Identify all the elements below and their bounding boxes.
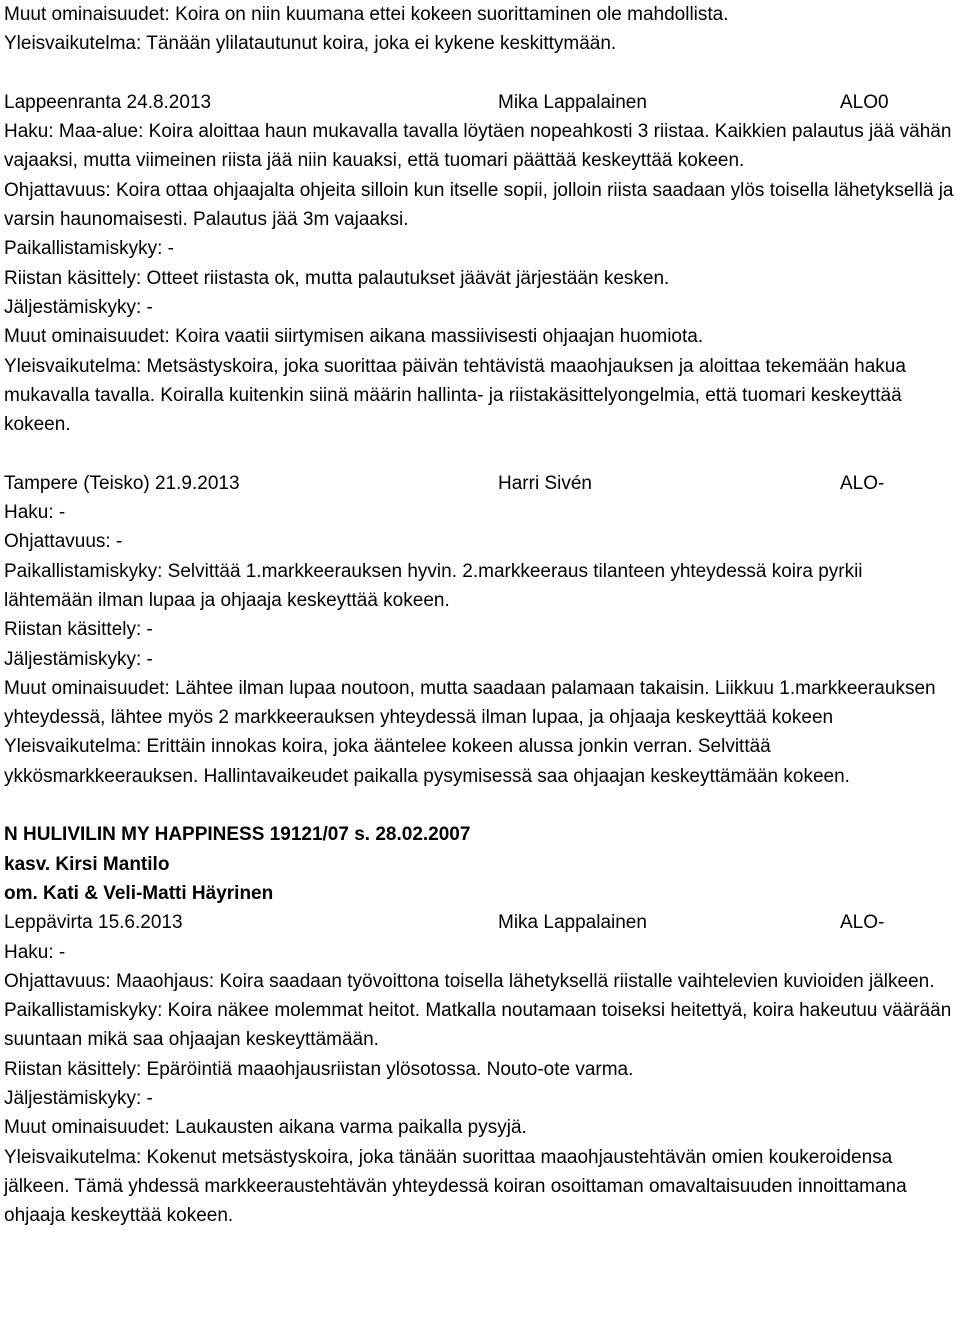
- jaljestamiskyky-text: Jäljestämiskyky: -: [4, 648, 153, 670]
- jaljestamiskyky-text: Jäljestämiskyky: -: [4, 296, 153, 318]
- dog-name-heading: N HULIVILIN MY HAPPINESS 19121/07 s. 28.02.2007: [4, 824, 471, 846]
- trial-judge: Mika Lappalainen: [498, 91, 647, 113]
- trial-grade: ALO-: [840, 472, 885, 494]
- trial-judge: Harri Sivén: [498, 472, 592, 494]
- riistan-kasittely-text: Riistan käsittely: Otteet riistasta ok, mutta palautukset jäävät järjestään kesken.: [4, 267, 670, 289]
- ohjattavuus-text: Ohjattavuus: -: [4, 531, 123, 553]
- ohjattavuus-text: Ohjattavuus: Maaohjaus: Koira saadaan työvoittona toisella lähetyksellä riistalle vaihtelevien kuvioiden jälkeen.: [4, 970, 935, 992]
- trial-place: Lappeenranta 24.8.2013: [4, 91, 212, 113]
- trial-header-1: [4, 88, 956, 117]
- yleisvaikutelma-text: Yleisvaikutelma: Erittäin innokas koira, joka ääntelee kokeen alussa jonkin verran. Selvittää ykkösmarkkeerauksen. Hallintavaikeudet paikalla pysymisessä saa ohjaajan keskeyttämään kokeen.: [4, 736, 850, 787]
- dog-owner: om. Kati & Veli-Matti Häyrinen: [4, 882, 274, 904]
- spacer: [4, 59, 956, 88]
- yleisvaikutelma-text: Yleisvaikutelma: Metsästyskoira, joka suorittaa päivän tehtävistä maaohjauksen ja aloittaa tekemään hakua mukavalla tavalla. Koiralla kuitenkin siinä määrin hallinta- ja riistakäsittelyongelmia, että tuomari keskeyttää kokeen.: [4, 355, 906, 436]
- trial-place: Leppävirta 15.6.2013: [4, 912, 183, 934]
- yleisvaikutelma-text: Yleisvaikutelma: Kokenut metsästyskoira, joka tänään suorittaa maaohjaustehtävän omien koukeroidensa jälkeen. Tämä yhdessä markkeeraustehtävän yhteydessä koiran osoittaman omavaltaisuuden innoittamana ohjaaja keskeyttää kokeen.: [4, 1146, 907, 1227]
- muut-ominaisuudet-text: Muut ominaisuudet: Laukausten aikana varma paikalla pysyjä.: [4, 1117, 527, 1139]
- ohjattavuus-text: Ohjattavuus: Koira ottaa ohjaajalta ohjeita silloin kun itselle sopii, jolloin riista saadaan ylös toisella lähetyksellä ja varsin haunomaisesti. Palautus jää 3m vajaaksi.: [4, 179, 954, 231]
- haku-text: Haku: -: [4, 941, 66, 963]
- trial-place: Tampere (Teisko) 21.9.2013: [4, 472, 240, 494]
- riistan-kasittely-text: Riistan käsittely: -: [4, 619, 153, 641]
- prev-yleis-line: Yleisvaikutelma: Tänään ylilatautunut koira, joka ei kykene keskittymään.: [4, 33, 617, 55]
- muut-ominaisuudet-text: Muut ominaisuudet: Lähtee ilman lupaa noutoon, mutta saadaan palamaan takaisin. Liikkuu 1.markkeerauksen yhteydessä, lähtee myös 2 markkeerauksen yhteydessä ilman lupaa, ja ohjaaja keskeyttää kokeen: [4, 677, 936, 729]
- haku-text: Haku: Maa-alue: Koira aloittaa haun mukavalla tavalla löytäen nopeahkosti 3 riistaa. Kaikkien palautus jää vähän vajaaksi, mutta viimeinen riista jää niin kauaksi, että tuomari päättää keskeyttää kokeen.: [4, 121, 952, 172]
- trial-header-2: [4, 469, 956, 498]
- riistan-kasittely-text: Riistan käsittely: Epäröintiä maaohjausriistan ylösotossa. Nouto-ote varma.: [4, 1058, 634, 1080]
- paikallistamiskyky-text: Paikallistamiskyky: -: [4, 238, 174, 260]
- trial-grade: ALO0: [840, 91, 889, 113]
- dog-breeder: kasv. Kirsi Mantilo: [4, 853, 170, 875]
- paikallistamiskyky-text: Paikallistamiskyky: Koira näkee molemmat heitot. Matkalla noutamaan toiseksi heitettyä, koira hakeutuu väärään suuntaan mikä saa ohjaajan keskeyttämään.: [4, 1000, 952, 1051]
- trial-grade: ALO-: [840, 912, 885, 934]
- trial-header-3: [4, 908, 956, 937]
- muut-ominaisuudet-text: Muut ominaisuudet: Koira vaatii siirtymisen aikana massiivisesti ohjaajan huomiota.: [4, 326, 704, 348]
- paikallistamiskyky-text: Paikallistamiskyky: Selvittää 1.markkeerauksen hyvin. 2.markkeeraus tilanteen yhteydessä koira pyrkii lähtemään ilman lupaa ja ohjaaja keskeyttää kokeen.: [4, 560, 863, 611]
- haku-text: Haku: -: [4, 502, 66, 524]
- prev-muut-line: Muut ominaisuudet: Koira on niin kuumana ettei kokeen suorittaminen ole mahdollista.: [4, 4, 729, 25]
- jaljestamiskyky-text: Jäljestämiskyky: -: [4, 1087, 153, 1109]
- spacer: [4, 439, 956, 468]
- spacer: [4, 791, 956, 820]
- trial-judge: Mika Lappalainen: [498, 912, 647, 934]
